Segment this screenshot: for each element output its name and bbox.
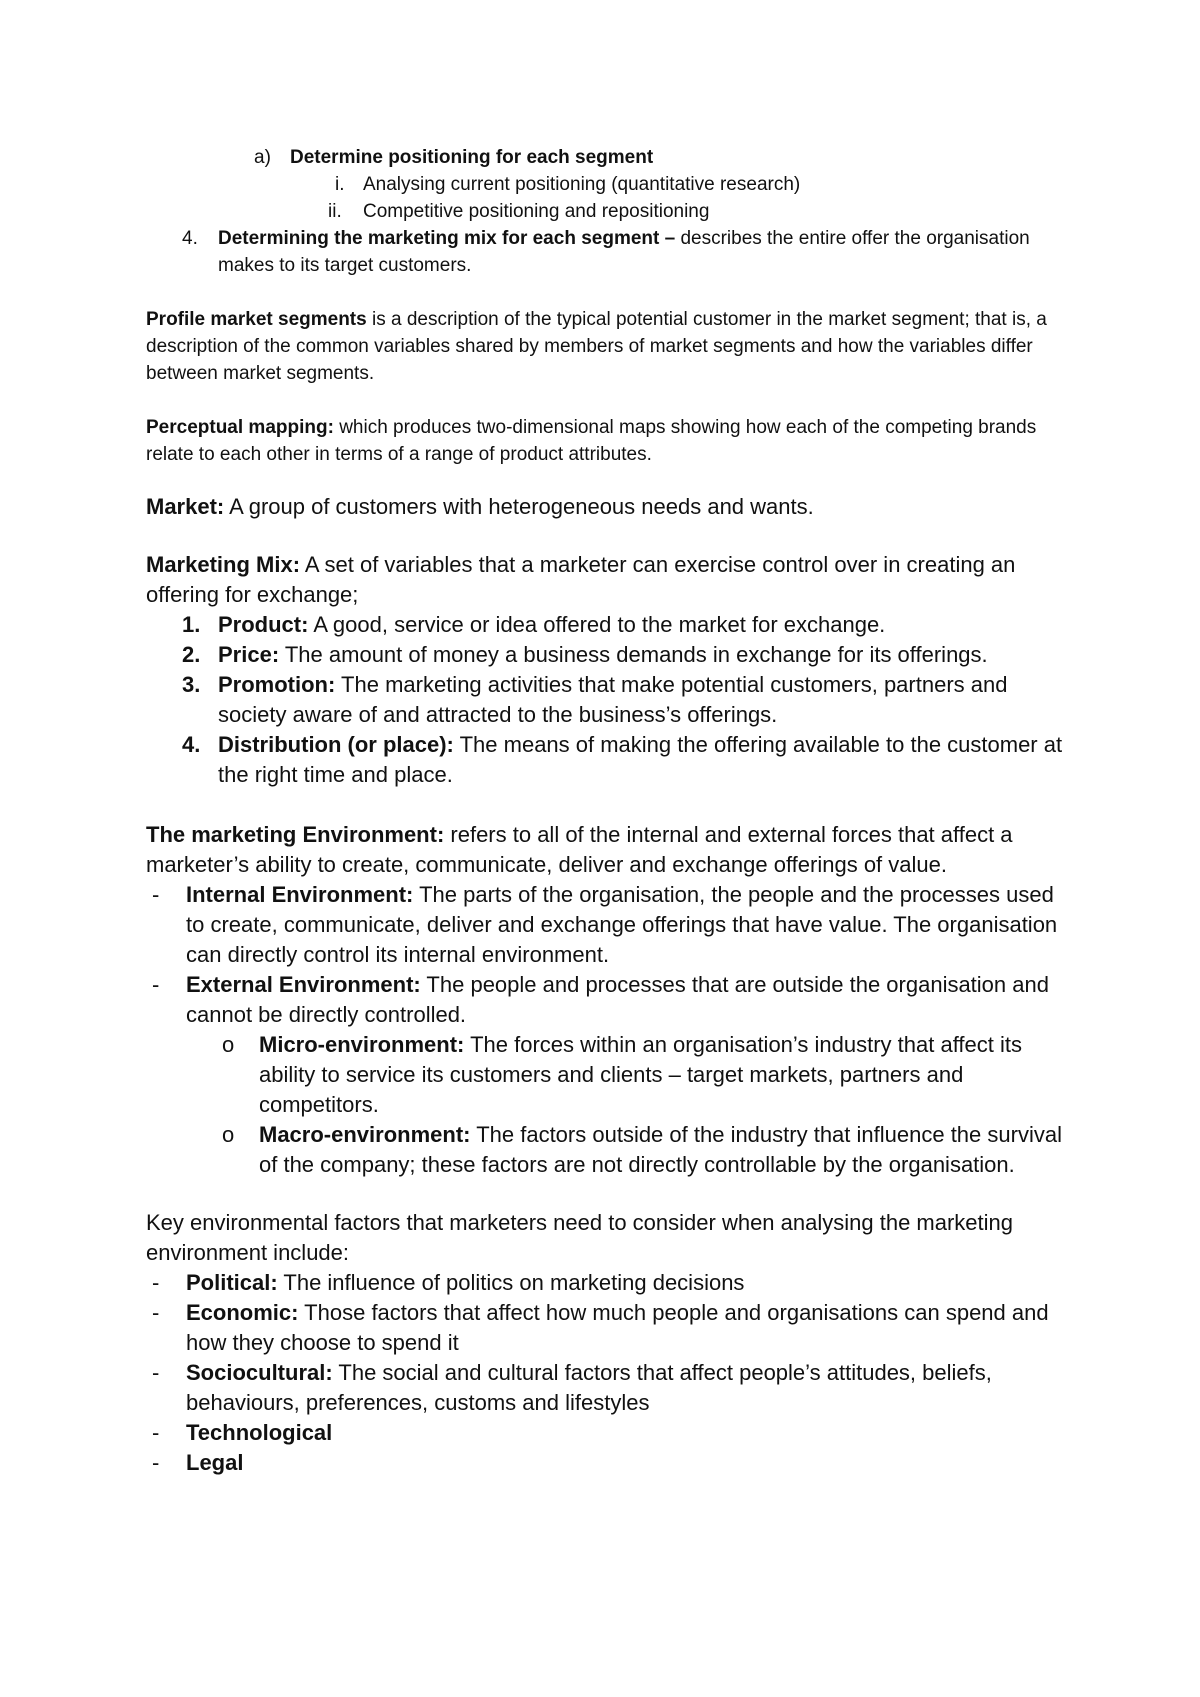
list-item: o Micro-environment: The forces within an organisation’s industry that affect its ability to service its customers and clients – target markets, partners and competitors. [222, 1032, 1022, 1117]
factors-intro: Key environmental factors that marketers need to consider when analysing the marketing environment include: [146, 1210, 1014, 1265]
profile-definition: Profile market segments is a description of the typical potential customer in the market segment; that is, a description of the common variables shared by members of market segments and how the variables differ between market segments. [146, 309, 1047, 384]
list-item: - Economic: Those factors that affect how much people and organisations can spend and how they choose to spend it [152, 1300, 1049, 1355]
list-item: 1. Product: A good, service or idea offered to the market for exchange. [146, 610, 1066, 640]
list-marker: 4. [182, 732, 201, 757]
list-marker: i. [335, 174, 345, 195]
list-item: - Sociocultural: The social and cultural factors that affect people’s attitudes, beliefs, behaviours, preferences, customs and lifestyles [152, 1360, 992, 1415]
circle-marker: o [222, 1032, 235, 1057]
list-item: 2. Price: The amount of money a business demands in exchange for its offerings. [146, 640, 1066, 670]
list-item: i. Analysing current positioning (quantitative research) [146, 171, 1066, 198]
list-marker: 1. [182, 612, 201, 637]
list-marker: 3. [182, 672, 201, 697]
dash-marker: - [152, 1450, 160, 1475]
perceptual-definition: Perceptual mapping: which produces two-dimensional maps showing how each of the competing brands relate to each other in terms of a range of product attributes. [146, 417, 1037, 465]
list-item: 4. Distribution (or place): The means of making the offering available to the customer at the right time and place. [182, 732, 1063, 787]
list-item: 3. Promotion: The marketing activities that make potential customers, partners and society aware of and attracted to the business’s offerings. [182, 672, 1008, 727]
list-item: - Political: The influence of politics on marketing decisions [146, 1268, 1066, 1298]
market-definition: Market: A group of customers with heterogeneous needs and wants. [146, 494, 814, 519]
list-item: ii. Competitive positioning and repositioning [146, 198, 1066, 225]
list-item: o Macro-environment: The factors outside of the industry that influence the survival of the company; these factors are not directly controllable by the organisation. [222, 1122, 1062, 1177]
positioning-heading [146, 144, 1066, 171]
list-item: - Legal [146, 1448, 1066, 1478]
list-marker: 2. [182, 642, 201, 667]
circle-marker: o [222, 1122, 235, 1147]
dash-marker: - [152, 1420, 160, 1445]
list-marker: 4. [182, 228, 198, 249]
dash-marker: - [152, 882, 160, 907]
dash-marker: - [152, 1300, 160, 1325]
dash-marker: - [152, 1360, 160, 1385]
dash-marker: - [152, 972, 160, 997]
list-item: - Internal Environment: The parts of the organisation, the people and the processes used to create, communicate, deliver and exchange offerings that have value. The organisation can directly control its internal environment. [152, 882, 1058, 967]
notes-content [146, 144, 1066, 1478]
list-item: - External Environment: The people and processes that are outside the organisation and cannot be directly controlled. [152, 972, 1049, 1027]
list-item: - Technological [146, 1418, 1066, 1448]
marketing-mix-definition: Marketing Mix: A set of variables that a marketer can exercise control over in creating an offering for exchange; [146, 552, 1016, 607]
environment-definition: The marketing Environment: refers to all of the internal and external forces that affect a marketer’s ability to create, communicate, deliver and exchange offerings of value. [146, 822, 1013, 877]
list-marker: ii. [328, 201, 342, 222]
marketing-mix-step: 4. Determining the marketing mix for each segment – describes the entire offer the organisation makes to its target customers. [146, 225, 1066, 279]
positioning-title: Determine positioning for each segment [290, 147, 654, 168]
list-marker: a) [254, 147, 271, 168]
dash-marker: - [152, 1270, 160, 1295]
